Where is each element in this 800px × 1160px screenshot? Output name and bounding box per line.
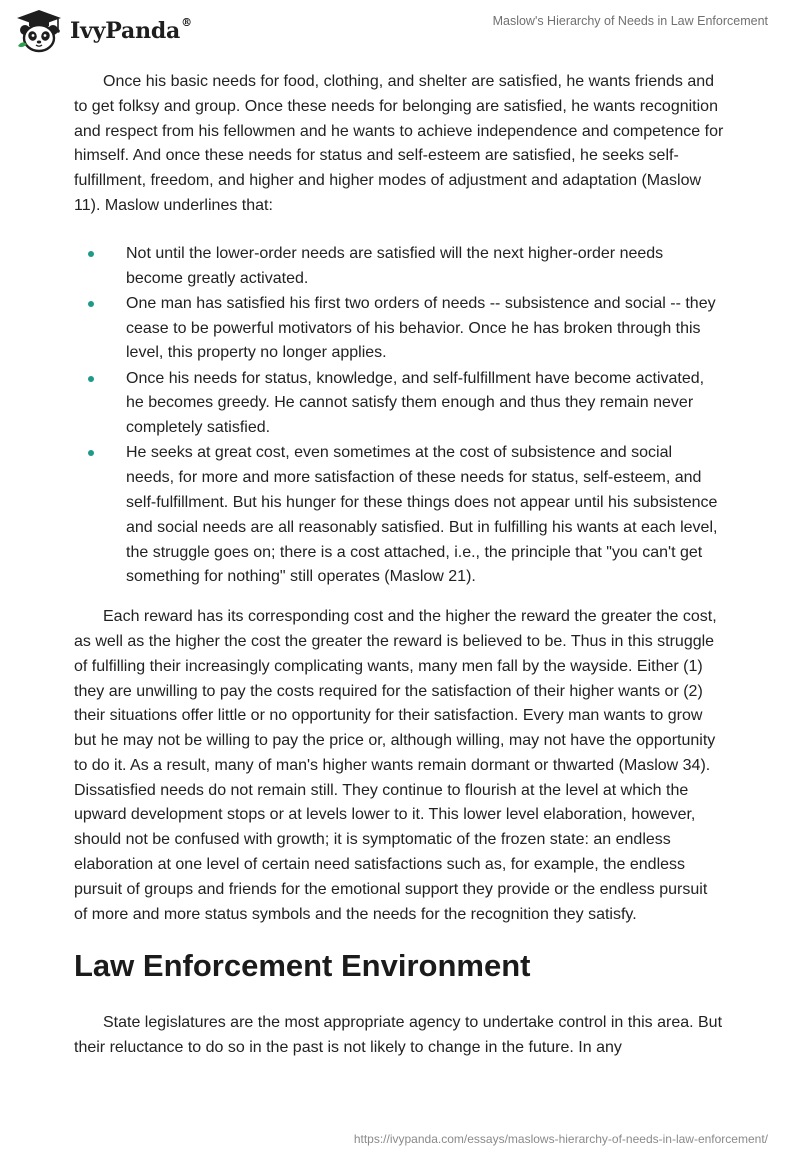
bullet-dot-icon [88,450,94,456]
paragraph-basic-needs: Once his basic needs for food, clothing, and shelter are satisfied, he wants friends and to get folksy and group. Once these needs for belonging are satisfied, he wants recognition and respect from his fellowmen and he wants to achieve independence and competence for himself. And once these needs for status and self-esteem are satisfied, he seeks self-fulfillment, freedom, and higher and higher modes of adjustment and adaptation (Maslow 11). Maslow underlines that: [74,73,724,214]
running-title: Maslow's Hierarchy of Needs in Law Enforcement [492,14,768,28]
list-item-text: Not until the lower-order needs are satisfied will the next higher-order needs become greatly activated. [126,244,664,287]
section-heading: Law Enforcement Environment [74,948,531,984]
list-item [74,441,724,590]
page-header [0,0,800,62]
article-body [74,70,724,1061]
source-url-link[interactable]: https://ivypanda.com/essays/maslows-hierarchy-of-needs-in-law-enforcement/ [353,1132,768,1146]
ivypanda-logo[interactable] [14,8,192,54]
registered-mark: ® [181,16,192,29]
list-item [74,242,724,292]
panda-graduate-icon [14,8,64,54]
bullet-dot-icon [88,301,94,307]
bullet-dot-icon [88,376,94,382]
list-item [74,292,724,366]
maslow-points-list [74,242,724,590]
list-item-text: He seeks at great cost, even sometimes at the cost of subsistence and social needs, for more and more satisfaction of these needs for status, self-esteem, and self-fulfillment. But his hunger for these things does not appear until his subsistence and social needs are all reasonably satisfied. But in fulfilling his wants at each level, the struggle goes on; there is a cost attached, i.e., the principle that "you can't get something for nothing" still operates (Maslow 21). [126,444,718,586]
paragraph-state-legislatures: State legislatures are the most appropriate agency to undertake control in this area. But their reluctance to do so in the past is not likely to change in the future. In any [74,1014,723,1057]
list-item-text: One man has satisfied his first two orders of needs -- subsistence and social -- they cease to be powerful motivators of his behavior. Once he has broken through this level, this property no longer applies. [126,294,716,362]
logo-text: IvyPanda® [70,16,192,44]
bullet-dot-icon [88,251,94,257]
list-item [74,367,724,441]
list-item-text: Once his needs for status, knowledge, and self-fulfillment have become activated, he becomes greedy. He cannot satisfy them enough and thus they remain never completely satisfied. [126,369,705,437]
paragraph-reward-cost: Each reward has its corresponding cost and the higher the reward the greater the cost, as well as the higher the cost the greater the reward is believed to be. Thus in this struggle of fulfilling their increasingly complicating wants, many men fall by the wayside. Either (1) they are unwilling to pay the costs required for the satisfaction of their higher wants or (2) their situations offer little or no opportunity for their satisfaction. Every man wants to grow but he may not be willing to pay the price or, although willing, may not have the opportunity to do it. As a result, many of man's higher wants remain dormant or thwarted (Maslow 34). Dissatisfied needs do not remain still. They continue to flourish at the level at which the upward development stops or at levels lower to it. This lower level elaboration, however, should not be confused with growth; it is symptomatic of the frozen state: an endless elaboration at one level of certain need satisfactions such as, for example, the endless pursuit of groups and friends for the emotional support they provide or the endless pursuit of more and more status symbols and the needs for the recognition they satisfy. [74,608,717,923]
